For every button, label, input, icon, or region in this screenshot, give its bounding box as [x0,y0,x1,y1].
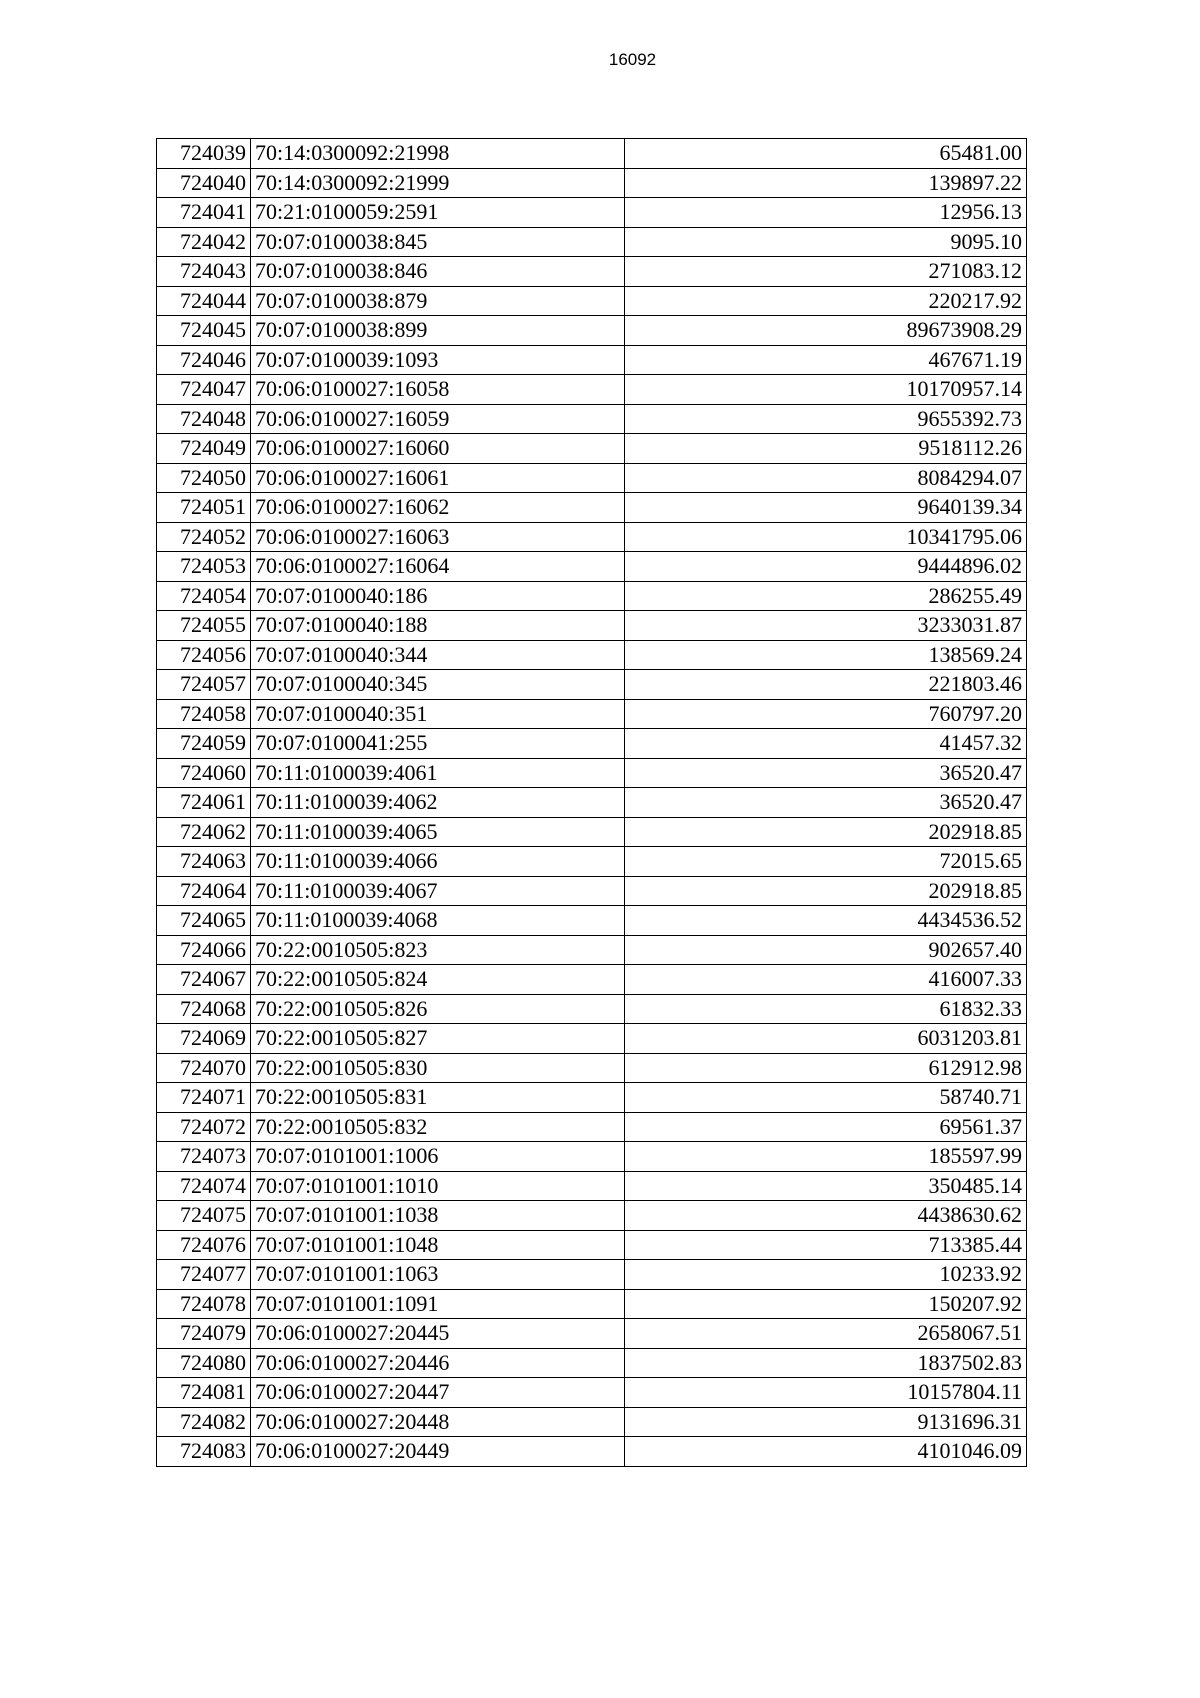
table-row [157,581,1027,611]
row-number-cell: 724060 [157,758,251,788]
row-number-cell: 724080 [157,1348,251,1378]
cadastral-number-cell: 70:07:0100038:846 [251,257,625,287]
cadastral-number-cell: 70:07:0101001:1010 [251,1171,625,1201]
value-cell: 4434536.52 [625,906,1027,936]
row-number-cell: 724065 [157,906,251,936]
value-cell: 416007.33 [625,965,1027,995]
cadastral-number-cell: 70:22:0010505:832 [251,1112,625,1142]
cadastral-number-cell: 70:07:0101001:1091 [251,1289,625,1319]
table-row [157,965,1027,995]
row-number-cell: 724047 [157,375,251,405]
cadastral-number-cell: 70:11:0100039:4067 [251,876,625,906]
row-number-cell: 724042 [157,227,251,257]
row-number-cell: 724041 [157,198,251,228]
table-row [157,404,1027,434]
row-number-cell: 724054 [157,581,251,611]
table-row [157,847,1027,877]
row-number-cell: 724063 [157,847,251,877]
value-cell: 69561.37 [625,1112,1027,1142]
value-cell: 9444896.02 [625,552,1027,582]
value-cell: 8084294.07 [625,463,1027,493]
row-number-cell: 724081 [157,1378,251,1408]
row-number-cell: 724049 [157,434,251,464]
value-cell: 10233.92 [625,1260,1027,1290]
table-row [157,552,1027,582]
value-cell: 139897.22 [625,168,1027,198]
table-row [157,493,1027,523]
table-body [157,139,1027,1467]
value-cell: 9640139.34 [625,493,1027,523]
cadastral-number-cell: 70:22:0010505:826 [251,994,625,1024]
value-cell: 41457.32 [625,729,1027,759]
table-row [157,699,1027,729]
cadastral-number-cell: 70:06:0100027:20449 [251,1437,625,1467]
value-cell: 89673908.29 [625,316,1027,346]
table-row [157,522,1027,552]
table-row [157,286,1027,316]
value-cell: 350485.14 [625,1171,1027,1201]
table-row [157,434,1027,464]
row-number-cell: 724045 [157,316,251,346]
cadastral-number-cell: 70:07:0100038:845 [251,227,625,257]
cadastral-number-cell: 70:07:0100040:344 [251,640,625,670]
table-row [157,375,1027,405]
table-row [157,316,1027,346]
table-row [157,1230,1027,1260]
cadastral-number-cell: 70:07:0101001:1006 [251,1142,625,1172]
row-number-cell: 724077 [157,1260,251,1290]
cadastral-number-cell: 70:22:0010505:830 [251,1053,625,1083]
cadastral-number-cell: 70:07:0101001:1048 [251,1230,625,1260]
row-number-cell: 724076 [157,1230,251,1260]
table-row [157,1201,1027,1231]
value-cell: 65481.00 [625,139,1027,169]
row-number-cell: 724057 [157,670,251,700]
value-cell: 221803.46 [625,670,1027,700]
cadastral-number-cell: 70:06:0100027:20446 [251,1348,625,1378]
row-number-cell: 724067 [157,965,251,995]
value-cell: 9655392.73 [625,404,1027,434]
value-cell: 61832.33 [625,994,1027,1024]
cadastral-number-cell: 70:11:0100039:4065 [251,817,625,847]
value-cell: 12956.13 [625,198,1027,228]
cadastral-number-cell: 70:07:0100040:188 [251,611,625,641]
value-cell: 138569.24 [625,640,1027,670]
value-cell: 3233031.87 [625,611,1027,641]
value-cell: 36520.47 [625,788,1027,818]
table-row [157,729,1027,759]
value-cell: 1837502.83 [625,1348,1027,1378]
table-row [157,463,1027,493]
value-cell: 9095.10 [625,227,1027,257]
table-row [157,1289,1027,1319]
cadastral-number-cell: 70:14:0300092:21999 [251,168,625,198]
cadastral-number-cell: 70:06:0100027:16062 [251,493,625,523]
cadastral-number-cell: 70:06:0100027:16060 [251,434,625,464]
table-row [157,1348,1027,1378]
row-number-cell: 724072 [157,1112,251,1142]
table-row [157,611,1027,641]
cadastral-number-cell: 70:06:0100027:16058 [251,375,625,405]
row-number-cell: 724061 [157,788,251,818]
value-cell: 150207.92 [625,1289,1027,1319]
row-number-cell: 724051 [157,493,251,523]
value-cell: 220217.92 [625,286,1027,316]
row-number-cell: 724053 [157,552,251,582]
row-number-cell: 724062 [157,817,251,847]
value-cell: 286255.49 [625,581,1027,611]
row-number-cell: 724070 [157,1053,251,1083]
table-row [157,1171,1027,1201]
row-number-cell: 724083 [157,1437,251,1467]
table-row [157,257,1027,287]
row-number-cell: 724073 [157,1142,251,1172]
row-number-cell: 724044 [157,286,251,316]
row-number-cell: 724071 [157,1083,251,1113]
table-row [157,670,1027,700]
table-row [157,906,1027,936]
cadastral-number-cell: 70:21:0100059:2591 [251,198,625,228]
value-cell: 271083.12 [625,257,1027,287]
table-row [157,817,1027,847]
row-number-cell: 724055 [157,611,251,641]
value-cell: 72015.65 [625,847,1027,877]
table-row [157,345,1027,375]
cadastral-number-cell: 70:06:0100027:20448 [251,1407,625,1437]
table-row [157,1378,1027,1408]
value-cell: 612912.98 [625,1053,1027,1083]
value-cell: 185597.99 [625,1142,1027,1172]
value-cell: 6031203.81 [625,1024,1027,1054]
value-cell: 36520.47 [625,758,1027,788]
value-cell: 4438630.62 [625,1201,1027,1231]
row-number-cell: 724074 [157,1171,251,1201]
value-cell: 58740.71 [625,1083,1027,1113]
cadastral-number-cell: 70:07:0100039:1093 [251,345,625,375]
value-cell: 902657.40 [625,935,1027,965]
value-cell: 202918.85 [625,817,1027,847]
row-number-cell: 724078 [157,1289,251,1319]
row-number-cell: 724056 [157,640,251,670]
row-number-cell: 724052 [157,522,251,552]
cadastral-number-cell: 70:14:0300092:21998 [251,139,625,169]
table-row [157,1319,1027,1349]
cadastral-number-cell: 70:06:0100027:16064 [251,552,625,582]
table-row [157,1260,1027,1290]
row-number-cell: 724039 [157,139,251,169]
row-number-cell: 724059 [157,729,251,759]
value-cell: 2658067.51 [625,1319,1027,1349]
table-row [157,1142,1027,1172]
cadastral-number-cell: 70:07:0100038:899 [251,316,625,346]
value-cell: 202918.85 [625,876,1027,906]
table-row [157,788,1027,818]
value-cell: 467671.19 [625,345,1027,375]
cadastral-number-cell: 70:22:0010505:831 [251,1083,625,1113]
table-row [157,1407,1027,1437]
table-row [157,1024,1027,1054]
table-row [157,139,1027,169]
table-row [157,1437,1027,1467]
value-cell: 9131696.31 [625,1407,1027,1437]
row-number-cell: 724058 [157,699,251,729]
cadastral-number-cell: 70:11:0100039:4068 [251,906,625,936]
cadastral-number-cell: 70:06:0100027:20447 [251,1378,625,1408]
cadastral-number-cell: 70:07:0100040:186 [251,581,625,611]
value-cell: 713385.44 [625,1230,1027,1260]
cadastral-number-cell: 70:06:0100027:16059 [251,404,625,434]
table-row [157,1112,1027,1142]
row-number-cell: 724079 [157,1319,251,1349]
cadastral-number-cell: 70:22:0010505:823 [251,935,625,965]
cadastral-number-cell: 70:07:0101001:1038 [251,1201,625,1231]
table-row [157,935,1027,965]
row-number-cell: 724046 [157,345,251,375]
cadastral-number-cell: 70:07:0100038:879 [251,286,625,316]
row-number-cell: 724069 [157,1024,251,1054]
table-row [157,994,1027,1024]
cadastral-number-cell: 70:07:0101001:1063 [251,1260,625,1290]
value-cell: 10170957.14 [625,375,1027,405]
cadastral-number-cell: 70:11:0100039:4062 [251,788,625,818]
row-number-cell: 724043 [157,257,251,287]
cadastral-number-cell: 70:07:0100040:345 [251,670,625,700]
row-number-cell: 724066 [157,935,251,965]
value-cell: 10341795.06 [625,522,1027,552]
value-cell: 10157804.11 [625,1378,1027,1408]
table-row [157,1083,1027,1113]
cadastral-number-cell: 70:06:0100027:20445 [251,1319,625,1349]
row-number-cell: 724068 [157,994,251,1024]
row-number-cell: 724048 [157,404,251,434]
cadastral-value-table [156,138,1027,1467]
cadastral-number-cell: 70:07:0100040:351 [251,699,625,729]
table-row [157,876,1027,906]
cadastral-number-cell: 70:11:0100039:4061 [251,758,625,788]
cadastral-number-cell: 70:07:0100041:255 [251,729,625,759]
value-cell: 4101046.09 [625,1437,1027,1467]
page-number: 16092 [608,50,657,69]
cadastral-number-cell: 70:22:0010505:824 [251,965,625,995]
row-number-cell: 724050 [157,463,251,493]
value-cell: 9518112.26 [625,434,1027,464]
value-cell: 760797.20 [625,699,1027,729]
table-row [157,640,1027,670]
table-row [157,1053,1027,1083]
table-row [157,168,1027,198]
cadastral-number-cell: 70:11:0100039:4066 [251,847,625,877]
cadastral-number-cell: 70:22:0010505:827 [251,1024,625,1054]
table-row [157,198,1027,228]
row-number-cell: 724075 [157,1201,251,1231]
cadastral-number-cell: 70:06:0100027:16063 [251,522,625,552]
row-number-cell: 724064 [157,876,251,906]
cadastral-number-cell: 70:06:0100027:16061 [251,463,625,493]
row-number-cell: 724040 [157,168,251,198]
row-number-cell: 724082 [157,1407,251,1437]
table-row [157,758,1027,788]
table-row [157,227,1027,257]
